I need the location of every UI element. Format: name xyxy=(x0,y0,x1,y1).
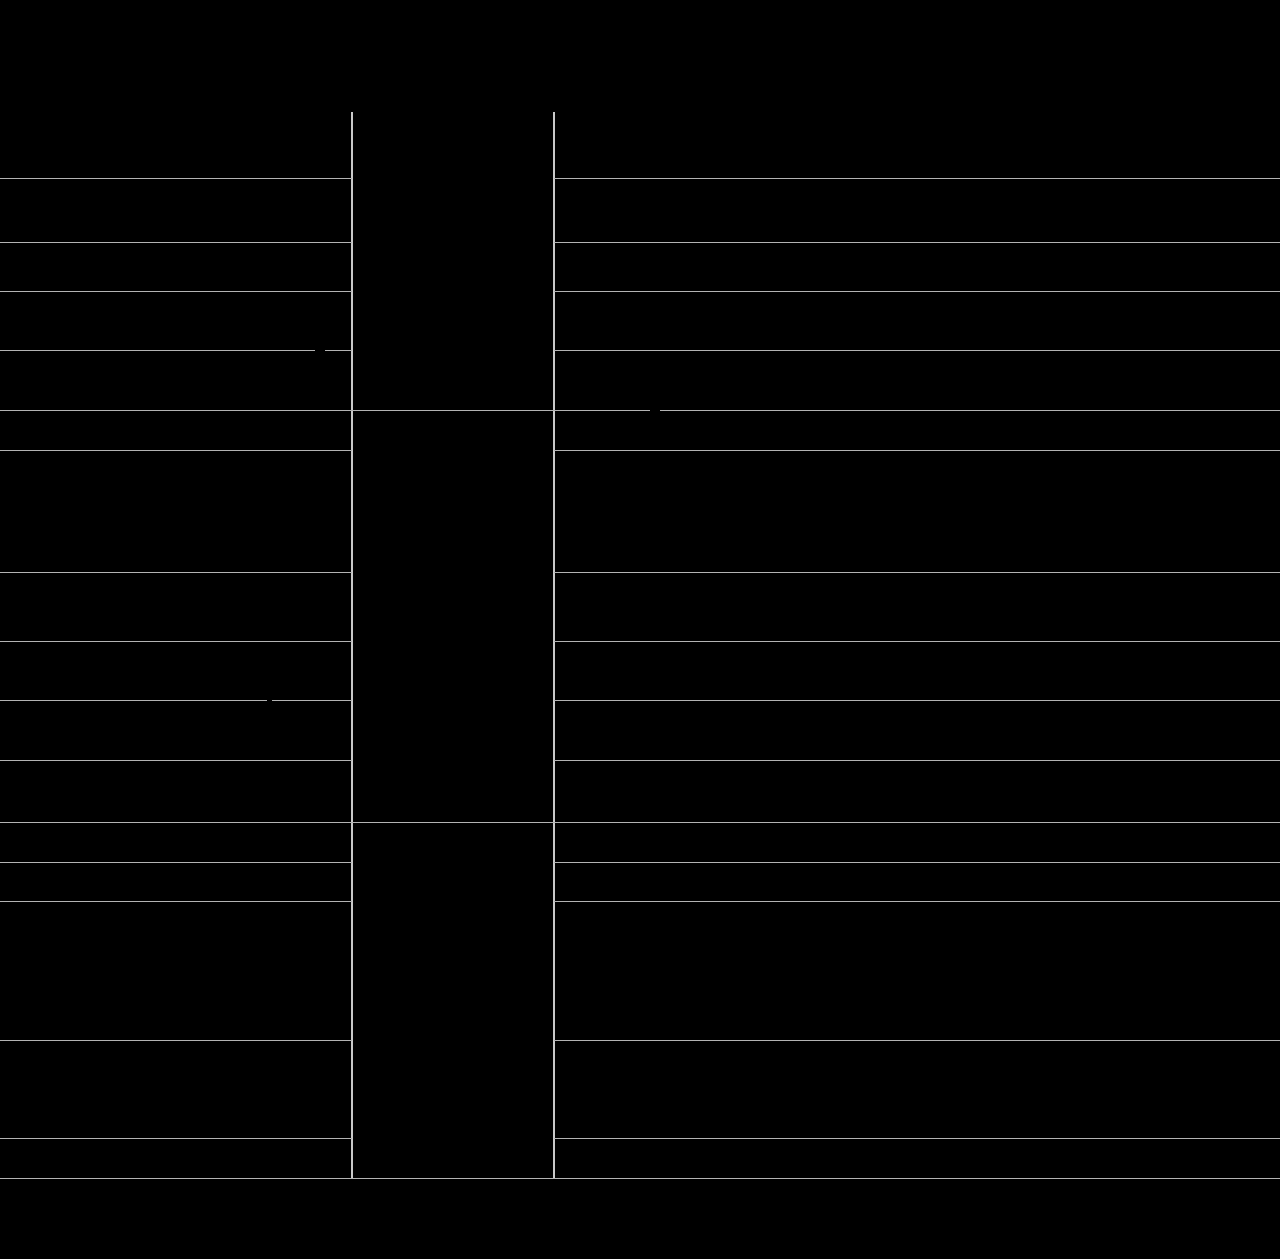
row-separator-right-segment xyxy=(554,350,1280,351)
row-separator-left-segment xyxy=(0,1138,352,1139)
row-separator-right-segment xyxy=(554,700,1280,701)
row-separator-left-segment xyxy=(0,1040,352,1041)
row-separator-left-segment xyxy=(0,641,352,642)
row-separator-left-segment xyxy=(0,242,352,243)
row-separator-left-segment xyxy=(0,862,352,863)
row-separator-right-segment xyxy=(554,450,1280,451)
row-separator-right-segment xyxy=(554,1040,1280,1041)
row-separator-right-segment xyxy=(554,1138,1280,1139)
table-bottom-border xyxy=(0,1178,1280,1179)
group-separator-line xyxy=(0,822,1280,823)
row-separator-right-segment xyxy=(554,901,1280,902)
glyph-artifact-notch xyxy=(650,408,660,412)
glyph-artifact-notch xyxy=(267,698,272,702)
row-separator-left-segment xyxy=(0,350,352,351)
column-divider-2 xyxy=(553,112,555,1178)
row-separator-right-segment xyxy=(554,572,1280,573)
glyph-artifact-notch xyxy=(315,348,325,352)
row-separator-right-segment xyxy=(554,242,1280,243)
row-separator-right-segment xyxy=(554,291,1280,292)
row-separator-right-segment xyxy=(554,641,1280,642)
row-separator-right-segment xyxy=(554,178,1280,179)
row-separator-left-segment xyxy=(0,450,352,451)
group-separator-line xyxy=(0,410,1280,411)
column-divider-1 xyxy=(351,112,353,1178)
row-separator-right-segment xyxy=(554,760,1280,761)
row-separator-left-segment xyxy=(0,760,352,761)
row-separator-left-segment xyxy=(0,572,352,573)
row-separator-right-segment xyxy=(554,862,1280,863)
row-separator-left-segment xyxy=(0,291,352,292)
row-separator-left-segment xyxy=(0,700,352,701)
row-separator-left-segment xyxy=(0,901,352,902)
row-separator-left-segment xyxy=(0,178,352,179)
